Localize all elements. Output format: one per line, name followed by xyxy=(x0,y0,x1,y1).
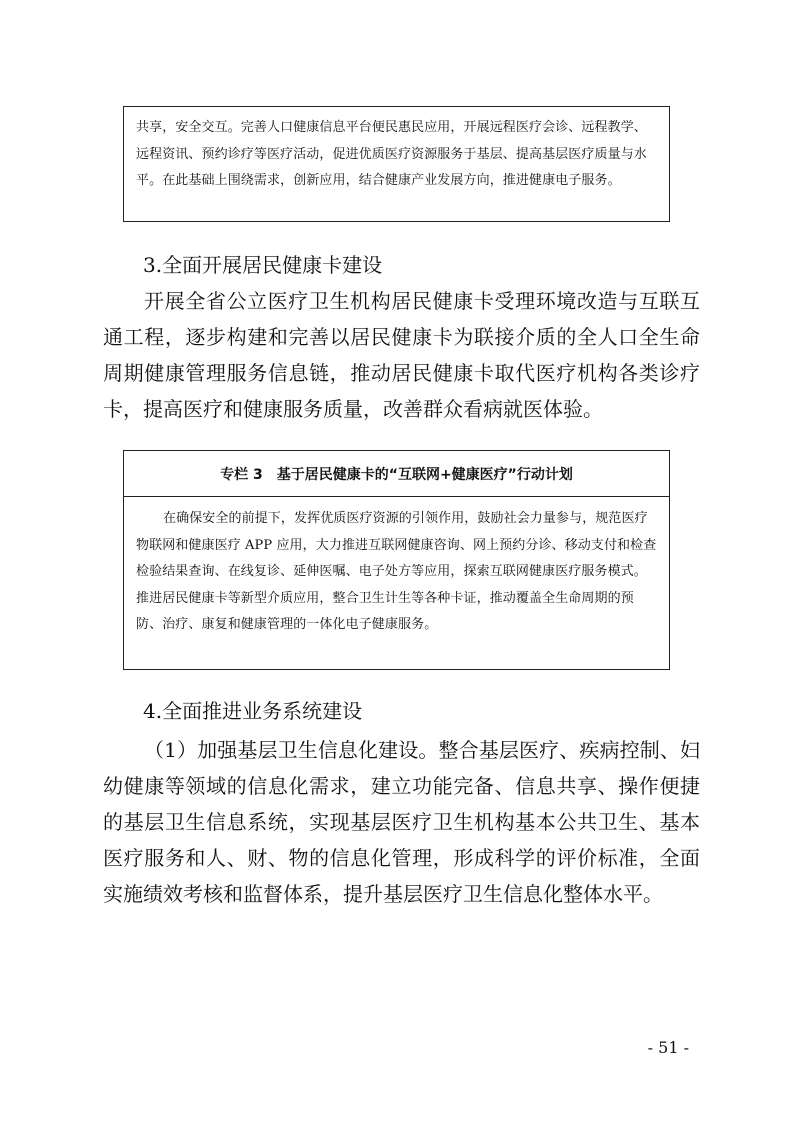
continued-column-text: 共享，安全交互。完善人口健康信息平台便民惠民应用，开展远程医疗会诊、远程教学、远程资讯、预约诊疗等医疗活动，促进优质医疗资源服务于基层、提高基层医疗质量与水平。在此基础上围绕需求，创新应用，结合健康产业发展方向，推进健康电子服务。 xyxy=(136,120,647,188)
section-4-heading: 4.全面推进业务系统建设 xyxy=(143,699,363,723)
continued-column-box xyxy=(123,106,670,222)
section-4-paragraph: （1）加强基层卫生信息化建设。整合基层医疗、疾病控制、妇幼健康等领域的信息化需求，建立功能完备、信息共享、操作便捷的基层卫生信息系统，实现基层医疗卫生机构基本公共卫生、基本医疗服务和人、财、物的信息化管理，形成科学的评价标准，全面实施绩效考核和监督体系，提升基层医疗卫生信息化整体水平。 xyxy=(103,738,700,906)
column-3-body: 在确保安全的前提下，发挥优质医疗资源的引领作用，鼓励社会力量参与，规范医疗物联网和健康医疗 APP 应用，大力推进互联网健康咨询、网上预约分诊、移动支付和检查检验结果查询、在线复诊、延伸医嘱、电子处方等应用，探索互联网健康医疗服务模式。推进居民健康卡等新型介质应用，整合卫生计生等各种卡证，推动覆盖全生命周期的预防、治疗、康复和健康管理的一体化电子健康服务。 xyxy=(136,511,657,632)
section-3-paragraph: 开展全省公立医疗卫生机构居民健康卡受理环境改造与互联互通工程，逐步构建和完善以居民健康卡为联接介质的全人口全生命周期健康管理服务信息链，推动居民健康卡取代医疗机构各类诊疗卡，提高医疗和健康服务质量，改善群众看病就医体验。 xyxy=(103,289,700,421)
column-3-title: 专栏 3 基于居民健康卡的“互联网+健康医疗”行动计划 xyxy=(124,451,669,497)
section-3-heading: 3.全面开展居民健康卡建设 xyxy=(143,253,383,277)
page-number: - 51 - xyxy=(647,1038,689,1057)
column-3-box xyxy=(123,450,670,670)
